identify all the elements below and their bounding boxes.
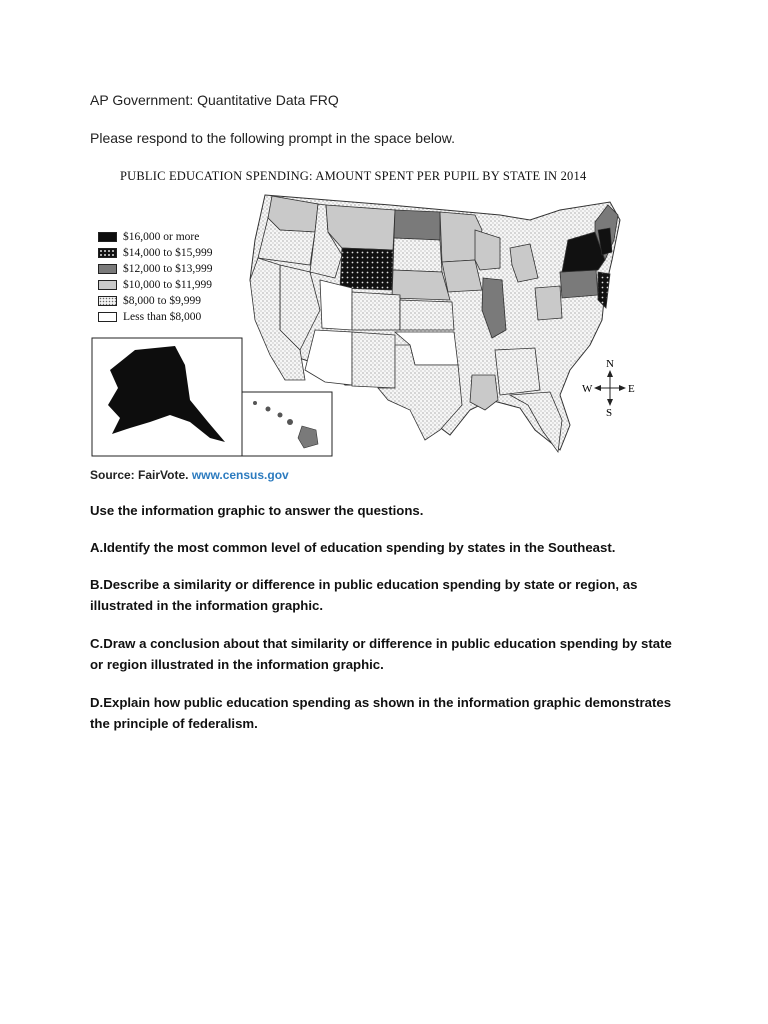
source-line xyxy=(90,468,289,482)
legend-item-14000-15999: $14,000 to $15,999 xyxy=(98,245,212,261)
svg-text:E: E xyxy=(628,383,635,395)
question-c: C.Draw a conclusion about that similarity or difference in public education spending by state or region illustrated in the information graphic. xyxy=(90,636,672,672)
prompt-text: Please respond to the following prompt in the space below. xyxy=(90,130,456,146)
svg-text:S: S xyxy=(606,407,613,419)
legend-item-12000-13999: $12,000 to $13,999 xyxy=(98,261,212,277)
question-a: A.Identify the most common level of education spending by states in the Southeast. xyxy=(90,540,616,555)
svg-text:W: W xyxy=(582,383,593,395)
spending-map-figure xyxy=(90,160,660,490)
document-title: AP Government: Quantitative Data FRQ xyxy=(90,92,339,108)
question-d: D.Explain how public education spending as shown in the information graphic demonstrates the principle of federalism. xyxy=(90,695,672,731)
legend-item-10000-11999: $10,000 to $11,999 xyxy=(98,277,212,293)
legend-item-8000-9999: $8,000 to $9,999 xyxy=(98,293,212,309)
question-b: B.Describe a similarity or difference in public education spending by state or region, as illustrated in the information graphic. xyxy=(90,577,638,613)
source-prefix: Source: FairVote. xyxy=(90,468,189,482)
source-url[interactable]: www.census.gov xyxy=(191,468,289,482)
legend xyxy=(98,229,212,325)
compass-rose xyxy=(582,358,635,419)
legend-item-16000-plus: $16,000 or more xyxy=(98,229,212,245)
map-title: PUBLIC EDUCATION SPENDING: AMOUNT SPENT PER PUPIL BY STATE IN 2014 xyxy=(120,169,587,183)
legend-item-less-8000: Less than $8,000 xyxy=(98,309,212,325)
questions-intro: Use the information graphic to answer the questions. xyxy=(90,503,424,518)
svg-text:N: N xyxy=(606,358,614,370)
